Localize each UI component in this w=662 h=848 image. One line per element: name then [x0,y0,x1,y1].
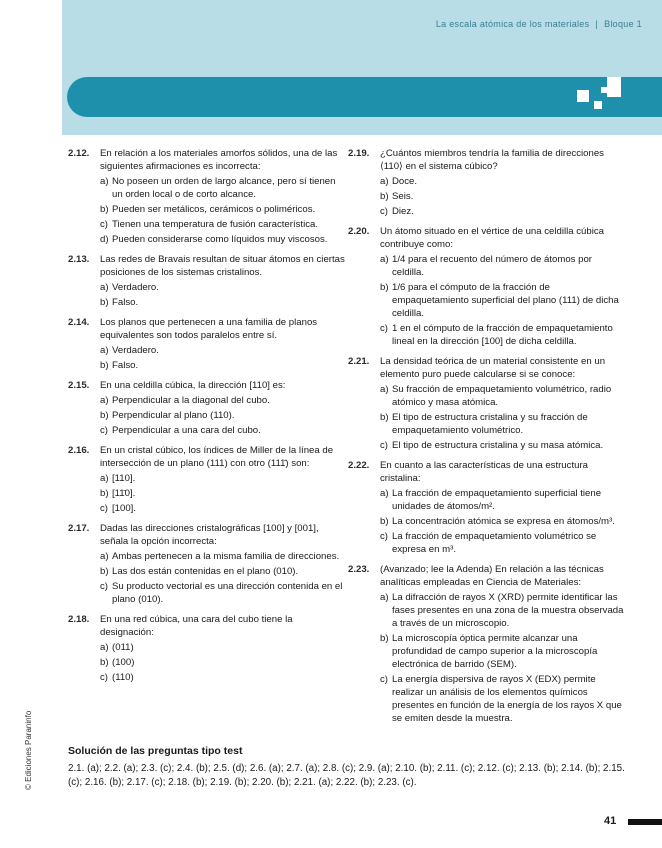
question [348,147,626,218]
question [68,613,346,684]
question-text: (Avanzado; lee la Adenda) En relación a las técnicas analíticas empleadas en Ciencia de Materiales: [380,564,604,588]
question [68,147,346,246]
answer-option [100,671,346,684]
option-text: La fracción de empaquetamiento volumétrico se expresa en m³. [392,531,597,555]
question [68,522,346,606]
question-number: 2.23. [348,564,370,575]
option-letter: a) [380,176,389,187]
page-number: 41 [604,815,617,827]
answer-option [380,253,626,279]
answer-option [100,472,346,485]
question-number: 2.20. [348,226,370,237]
question-text: En relación a los materiales amorfos sólidos, una de las siguientes afirmaciones es incorrecta: [100,148,338,172]
answer-option [100,656,346,669]
option-letter: b) [380,516,389,527]
solutions-title: Solución de las preguntas tipo test [68,745,243,757]
option-letter: a) [380,488,389,499]
option-text: Verdadero. [112,282,159,293]
option-text: Doce. [392,176,418,187]
answer-option [380,190,626,203]
question-number: 2.13. [68,254,90,265]
answer-option [100,218,346,231]
question-text: ¿Cuántos miembros tendría la familia de direcciones ⟨110⟩ en el sistema cúbico? [380,148,604,172]
option-letter: a) [100,282,109,293]
answer-option [380,439,626,452]
running-header: La escala atómica de los materiales | Bloque 1 [435,19,642,29]
answer-option [100,550,346,563]
answer-option [100,502,346,515]
decor-square-icon [601,87,607,93]
option-letter: c) [100,581,108,592]
question-number: 2.18. [68,614,90,625]
option-letter: d) [100,234,109,245]
block-label: Bloque 1 [604,19,642,29]
answer-option [380,383,626,409]
answer-option [100,175,346,201]
option-text: Perpendicular a una cara del cubo. [112,425,261,436]
option-text: La microscopía óptica permite alcanzar una profundidad de campo superior a la microscopía electrónica de barrido (SEM). [392,633,598,670]
option-letter: a) [380,592,389,603]
option-text: [11̄0]. [112,488,136,499]
answer-option [100,233,346,246]
option-letter: a) [100,642,109,653]
answer-option [100,580,346,606]
question [348,355,626,452]
option-text: [100]. [112,503,137,514]
section-banner [67,77,662,117]
option-letter: c) [380,323,388,334]
option-text: Perpendicular al plano (110). [112,410,235,421]
question-text: En cuanto a las características de una estructura cristalina: [380,460,588,484]
question [68,444,346,515]
option-letter: c) [380,531,388,542]
option-letter: c) [380,674,388,685]
option-text: Pueden considerarse como líquidos muy viscosos. [112,234,328,245]
question-text: En una celdilla cúbica, la dirección [110] es: [100,380,286,391]
option-letter: c) [380,206,388,217]
option-letter: b) [100,360,109,371]
question-number: 2.21. [348,356,370,367]
option-text: Las dos están contenidas en el plano (010). [112,566,299,577]
question-number: 2.19. [348,148,370,159]
option-letter: c) [380,440,388,451]
decor-square-icon [594,101,602,109]
answer-option [380,515,626,528]
option-letter: c) [100,219,108,230]
option-text: Verdadero. [112,345,159,356]
answer-option [100,641,346,654]
question [68,316,346,372]
answer-option [380,591,626,630]
option-letter: b) [380,282,389,293]
page-number-bar [628,819,662,825]
option-letter: b) [100,566,109,577]
option-letter: b) [100,657,109,668]
option-text: La difracción de rayos X (XRD) permite identificar las fases presentes en una zona de la muestra observada a través de un microscopio. [392,592,624,629]
question-number: 2.16. [68,445,90,456]
answer-option [380,632,626,671]
option-text: Tienen una temperatura de fusión característica. [112,219,319,230]
answer-option [100,409,346,422]
option-text: Su producto vectorial es una dirección contenida en el plano (010). [112,581,343,605]
option-text: Perpendicular a la diagonal del cubo. [112,395,270,406]
question [348,459,626,556]
option-letter: b) [100,297,109,308]
question [68,379,346,437]
option-letter: b) [380,191,389,202]
question [348,225,626,348]
answer-option [100,424,346,437]
question-number: 2.22. [348,460,370,471]
chapter-title: La escala atómica de los materiales [435,19,590,29]
option-text: (100) [112,657,135,668]
option-text: 1/4 para el recuento del número de átomos por celdilla. [392,254,592,278]
option-letter: c) [100,503,108,514]
answer-option [380,487,626,513]
solutions-text: 2.1. (a); 2.2. (a); 2.3. (c); 2.4. (b); 2.5. (d); 2.6. (a); 2.7. (a); 2.8. (c); 2.9. (a); 2.10. (b); 2.11. (c); 2.12. (c); 2.13. (b); 2.14. (b); 2.15. (c); 2.16. (b); 2.17. (c); 2.18. (b); 2.19. (b); 2.20. (b); 2.21. (a); 2.22. (b); 2.23. (c). [68,763,625,788]
question [68,253,346,309]
option-text: Su fracción de empaquetamiento volumétrico, radio atómico y masa atómica. [392,384,612,408]
option-letter: a) [100,473,109,484]
option-text: Ambas pertenecen a la misma familia de direcciones. [112,551,340,562]
answer-option [100,487,346,500]
answer-option [100,203,346,216]
question-text: Un átomo situado en el vértice de una celdilla cúbica contribuye como: [380,226,604,250]
question-text: Las redes de Bravais resultan de situar átomos en ciertas posiciones de los sistemas cristalinos. [100,254,345,278]
answer-option [380,411,626,437]
option-text: El tipo de estructura cristalina y su masa atómica. [392,440,604,451]
solutions-block [68,744,628,790]
option-text: No poseen un orden de largo alcance, pero sí tienen un orden local o de corto alcance. [112,176,336,200]
answer-option [380,281,626,320]
question-text: En una red cúbica, una cara del cubo tiene la designación: [100,614,293,638]
option-letter: a) [100,551,109,562]
question-text: Dadas las direcciones cristalográficas [100] y [001], señala la opción incorrecta: [100,523,319,547]
option-text: 1/6 para el cómputo de la fracción de empaquetamiento superficial del plano (111) de dicha celdilla. [392,282,619,319]
option-text: La energía dispersiva de rayos X (EDX) permite realizar un análisis de los elementos químicos presentes en función de la energía de los rayos X que se emiten desde la muestra. [392,674,622,724]
answer-option [380,673,626,725]
answer-option [100,565,346,578]
question-text: En un cristal cúbico, los índices de Miller de la línea de intersección de un plano (111) con otro (111̄) son: [100,445,334,469]
answer-option [100,344,346,357]
option-text: Diez. [392,206,414,217]
option-text: Falso. [112,360,139,371]
answer-option [100,394,346,407]
option-letter: b) [100,204,109,215]
option-text: Seis. [392,191,414,202]
answer-option [100,359,346,372]
question-number: 2.14. [68,317,90,328]
option-letter: b) [380,633,389,644]
option-text: [110]. [112,473,136,484]
publisher-credit: © Ediciones Paraninfo [24,710,33,790]
question-number: 2.12. [68,148,90,159]
question-number: 2.15. [68,380,90,391]
option-letter: c) [100,672,108,683]
option-letter: a) [100,395,109,406]
question [348,563,626,725]
decor-square-icon [607,77,621,97]
answer-option [380,530,626,556]
option-letter: c) [100,425,108,436]
right-column [348,147,626,732]
option-text: El tipo de estructura cristalina y su fracción de empaquetamiento volumétrico. [392,412,588,436]
option-letter: a) [380,384,389,395]
answer-option [380,322,626,348]
decor-square-icon [577,90,589,102]
question-text: La densidad teórica de un material consistente en un elemento puro puede calcularse si se conoce: [380,356,606,380]
left-column [68,147,346,691]
option-text: Pueden ser metálicos, cerámicos o poliméricos. [112,204,316,215]
option-letter: a) [100,176,109,187]
option-text: Falso. [112,297,139,308]
answer-option [380,175,626,188]
option-text: La fracción de empaquetamiento superficial tiene unidades de átomos/m². [392,488,602,512]
option-letter: a) [380,254,389,265]
option-letter: b) [100,410,109,421]
option-text: La concentración atómica se expresa en átomos/m³. [392,516,615,527]
option-text: (011) [112,642,134,653]
answer-option [100,281,346,294]
option-text: 1 en el cómputo de la fracción de empaquetamiento lineal en la dirección [100] de dicha celdilla. [392,323,613,347]
option-text: (110) [112,672,134,683]
option-letter: b) [380,412,389,423]
option-letter: b) [100,488,109,499]
question-number: 2.17. [68,523,90,534]
option-letter: a) [100,345,109,356]
question-text: Los planos que pertenecen a una familia de planos equivalentes son todos paralelos entre sí. [100,317,318,341]
answer-option [380,205,626,218]
answer-option [100,296,346,309]
